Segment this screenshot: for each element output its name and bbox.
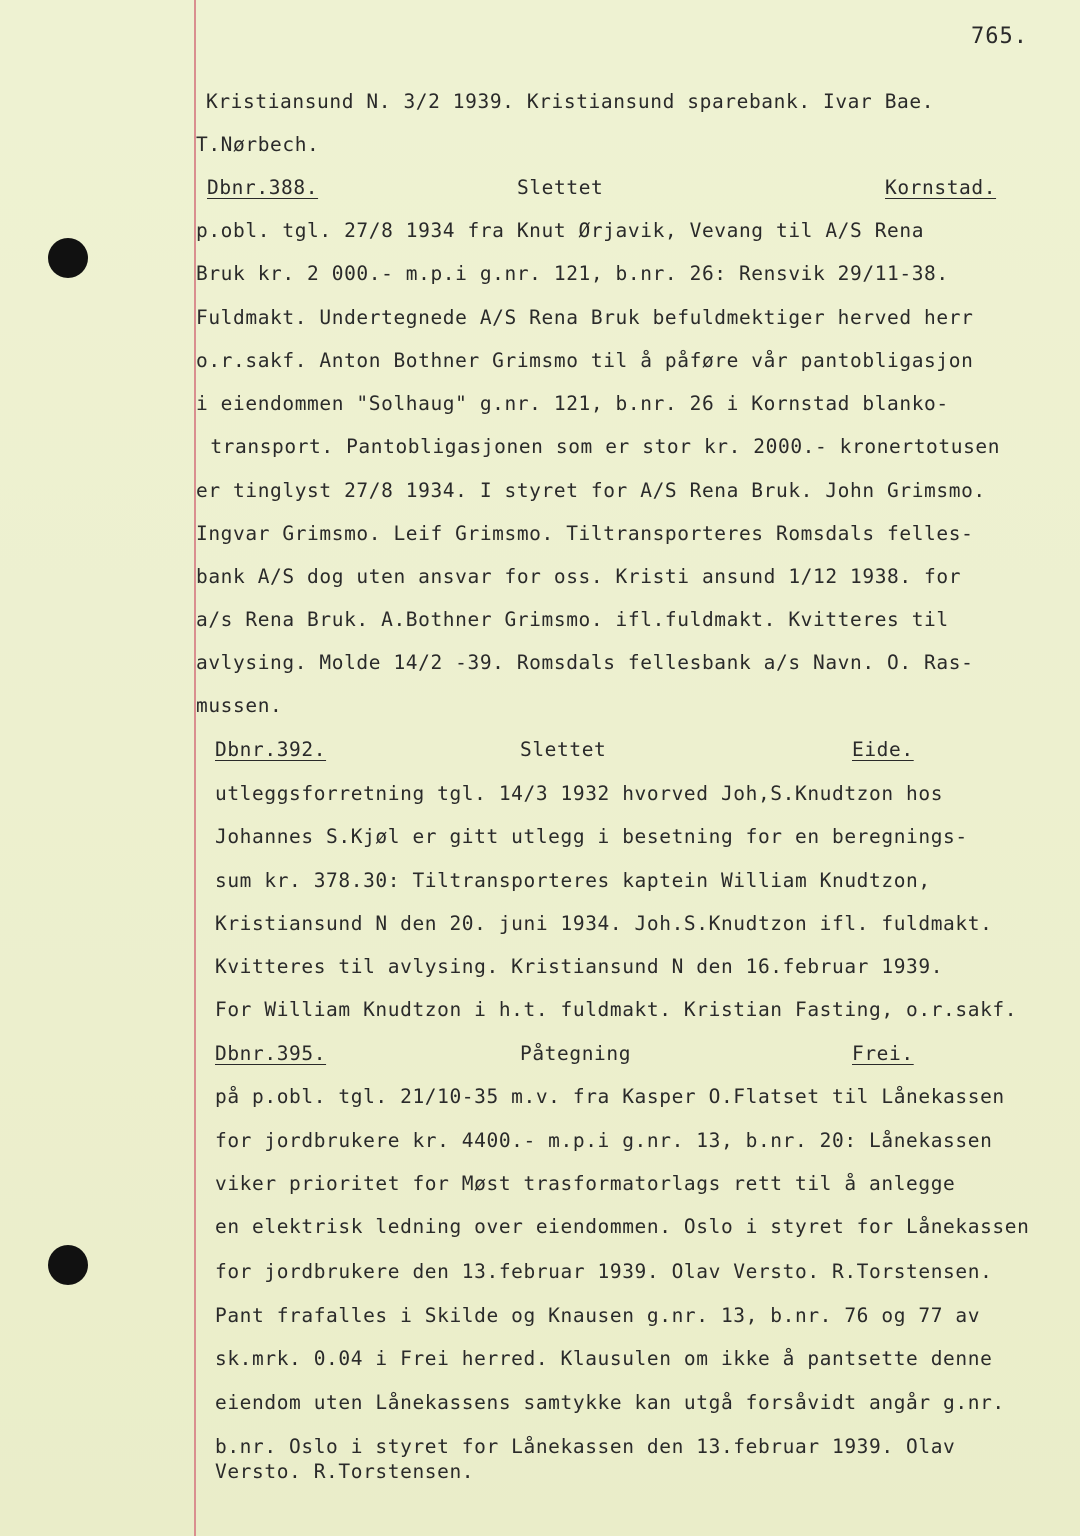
entry-line: For William Knudtzon i h.t. fuldmakt. Kristian Fasting, o.r.sakf. bbox=[215, 998, 1018, 1021]
entry-header bbox=[0, 738, 1080, 768]
entry-line: utleggsforretning tgl. 14/3 1932 hvorved Joh,S.Knudtzon hos bbox=[215, 782, 944, 805]
entry-line: viker prioritet for Møst trasformatorlags rett til å anlegge bbox=[215, 1172, 956, 1195]
entry-number: Dbnr.392. bbox=[215, 738, 327, 761]
entry-line: p.obl. tgl. 27/8 1934 fra Knut Ørjavik, Vevang til A/S Rena bbox=[196, 219, 925, 242]
entry-line: Kvitteres til avlysing. Kristiansund N den 16.februar 1939. bbox=[215, 955, 944, 978]
entry-line: i eiendommen "Solhaug" g.nr. 121, b.nr. 26 i Kornstad blanko- bbox=[196, 392, 949, 415]
entry-line: Johannes S.Kjøl er gitt utlegg i besetning for en beregnings- bbox=[215, 825, 968, 848]
entry-line: for jordbrukere kr. 4400.- m.p.i g.nr. 13, b.nr. 20: Lånekassen bbox=[215, 1129, 993, 1152]
entry-place: Kornstad. bbox=[885, 176, 997, 199]
entry-line: Bruk kr. 2 000.- m.p.i g.nr. 121, b.nr. 26: Rensvik 29/11-38. bbox=[196, 262, 949, 285]
entry-line: Kristiansund N den 20. juni 1934. Joh.S.Knudtzon ifl. fuldmakt. bbox=[215, 912, 993, 935]
entry-number: Dbnr.388. bbox=[207, 176, 319, 199]
entry-header bbox=[0, 176, 1080, 206]
entry-line: på p.obl. tgl. 21/10-35 m.v. fra Kasper O.Flatset til Lånekassen bbox=[215, 1085, 1005, 1108]
entry-place: Frei. bbox=[852, 1042, 914, 1065]
entry-line: for jordbrukere den 13.februar 1939. Olav Versto. R.Torstensen. bbox=[215, 1260, 993, 1283]
entry-line: avlysing. Molde 14/2 -39. Romsdals fellesbank a/s Navn. O. Ras- bbox=[196, 651, 974, 674]
entry-type: Slettet bbox=[520, 738, 607, 761]
entry-line: Ingvar Grimsmo. Leif Grimsmo. Tiltransporteres Romsdals felles- bbox=[196, 522, 974, 545]
entry-type: Slettet bbox=[517, 176, 604, 199]
entry-type: Påtegning bbox=[520, 1042, 632, 1065]
entry-line: Fuldmakt. Undertegnede A/S Rena Bruk befuldmektiger herved herr bbox=[196, 306, 974, 329]
entry-line: transport. Pantobligasjonen som er stor kr. 2000.- kronertotusen bbox=[198, 435, 1001, 458]
entry-number: Dbnr.395. bbox=[215, 1042, 327, 1065]
intro-line: Kristiansund N. 3/2 1939. Kristiansund sparebank. Ivar Bae. bbox=[206, 90, 935, 113]
entry-line: a/s Rena Bruk. A.Bothner Grimsmo. ifl.fuldmakt. Kvitteres til bbox=[196, 608, 949, 631]
page-number: 765. bbox=[971, 24, 1028, 49]
entry-line: eiendom uten Lånekassens samtykke kan utgå forsåvidt angår g.nr. bbox=[215, 1391, 1005, 1414]
punch-hole-bottom bbox=[48, 1245, 88, 1285]
entry-line: o.r.sakf. Anton Bothner Grimsmo til å påføre vår pantobligasjon bbox=[196, 349, 974, 372]
intro-line: T.Nørbech. bbox=[196, 133, 320, 156]
entry-line: sum kr. 378.30: Tiltransporteres kaptein William Knudtzon, bbox=[215, 869, 931, 892]
entry-line: sk.mrk. 0.04 i Frei herred. Klausulen om ikke å pantsette denne bbox=[215, 1347, 993, 1370]
entry-line: mussen. bbox=[196, 694, 283, 717]
punch-hole-top bbox=[48, 238, 88, 278]
entry-line: Versto. R.Torstensen. bbox=[215, 1460, 475, 1483]
entry-place: Eide. bbox=[852, 738, 914, 761]
entry-line: en elektrisk ledning over eiendommen. Oslo i styret for Lånekassen bbox=[215, 1215, 1030, 1238]
entry-line: b.nr. Oslo i styret for Lånekassen den 13.februar 1939. Olav bbox=[215, 1435, 956, 1458]
entry-header bbox=[0, 1042, 1080, 1072]
entry-line: Pant frafalles i Skilde og Knausen g.nr. 13, b.nr. 76 og 77 av bbox=[215, 1304, 981, 1327]
entry-line: bank A/S dog uten ansvar for oss. Kristi ansund 1/12 1938. for bbox=[196, 565, 962, 588]
entry-line: er tinglyst 27/8 1934. I styret for A/S Rena Bruk. John Grimsmo. bbox=[196, 479, 986, 502]
